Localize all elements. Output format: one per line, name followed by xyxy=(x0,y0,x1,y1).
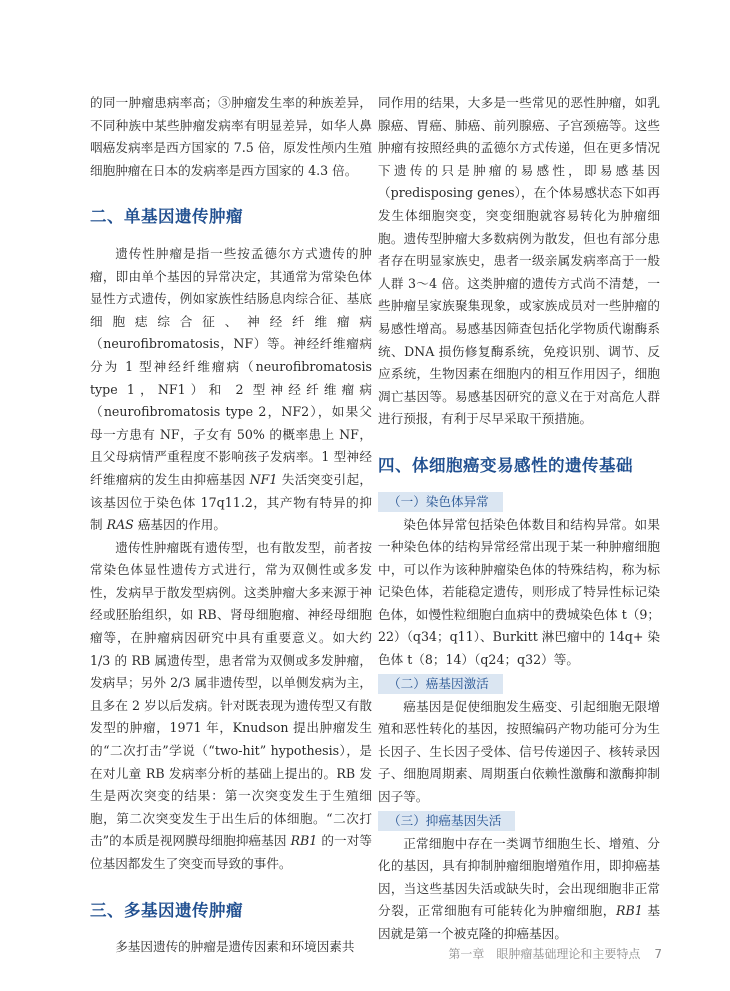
subsection-heading: （三）抑癌基因失活 xyxy=(378,811,515,831)
subsection-heading: （二）癌基因激活 xyxy=(378,674,503,694)
paragraph: 的同一肿瘤患病率高；③肿瘤发生率的种族差异，不同种族中某些肿瘤发病率有明显差异，如华人鼻咽癌发病率是西方国家的 7.5 倍，原发性颅内生殖细胞肿瘤在日本的发病率是西方国家的 4.3 倍。 xyxy=(90,95,372,178)
section-heading: 二、单基因遗传肿瘤 xyxy=(90,207,243,227)
paragraph: 染色体异常包括染色体数目和结构异常。如果一种染色体的结构异常经常出现于某一种肿瘤细胞中，可以作为该种肿瘤染色体的特殊结构，称为标记染色体，若能稳定遗传，则形成了特异性标记染色体，如慢性粒细胞白血病中的费城染色体 t（9；22）（q34；q11）、Burkitt 淋巴瘤中的 14q+ 染色体 t（8；14）（q24；q32）等。 xyxy=(378,516,660,668)
left-column xyxy=(90,92,372,959)
page-number: 7 xyxy=(654,947,662,961)
page-footer xyxy=(448,945,662,962)
paragraph: 正常细胞中存在一类调节细胞生长、增殖、分化的基因，具有抑制肿瘤细胞增殖作用，即抑癌基因，当这些基因失活或缺失时，会出现细胞非正常分裂，正常细胞有可能转化为肿瘤细胞，RB1 基因就是第一个被克隆的抑癌基因。 xyxy=(378,835,660,941)
right-column xyxy=(378,92,660,946)
paragraph: 同作用的结果，大多是一些常见的恶性肿瘤，如乳腺癌、胃癌、肺癌、前列腺癌、子宫颈癌等。这些肿瘤有按照经典的孟德尔方式传递，但在更多情况下遗传的只是肿瘤的易感性，即易感基因（predisposing genes），在个体易感状态下如再发生体细胞突变，突变细胞就容易转化为肿瘤细胞。遗传型肿瘤大多数病例为散发，但也有部分患者存在明显家族史，患者一级亲属发病率高于一般人群 3～4 倍。这类肿瘤的遗传方式尚不清楚，一些肿瘤呈家族聚集现象，或家族成员对一些肿瘤的易感性增高。易感基因筛查包括化学物质代谢酶系统、DNA 损伤修复酶系统，免疫识别、调节、反应系统，生物因素在细胞内的相互作用因子，细胞凋亡基因等。易感基因研究的意义在于对高危人群进行预报，有利于尽早采取干预措施。 xyxy=(378,95,660,427)
paragraph: 多基因遗传的肿瘤是遗传因素和环境因素共 xyxy=(115,939,355,955)
paragraph: 遗传性肿瘤是指一些按孟德尔方式遗传的肿瘤，即由单个基因的异常决定，其通常为常染色体显性方式遗传，例如家族性结肠息肉综合征、基底细胞痣综合征、神经纤维瘤病（neurofibromatosis，NF）等。神经纤维瘤病分为 1 型神经纤维瘤病（neurofibromatosis type 1，NF1）和 2 型神经纤维瘤病（neurofibromatosis type 2，NF2），如果父母一方患有 NF，子女有 50% 的概率患上 NF，且父母病情严重程度不影响孩子发病率。1 型神经纤维瘤病的发生由抑癌基因 NF1 失活突变引起，该基因位于染色体 17q11.2，其产物有特异的抑制 RAS 癌基因的作用。 xyxy=(90,245,372,533)
subsection-heading: （一）染色体异常 xyxy=(378,492,503,512)
section-heading: 四、体细胞癌变易感性的遗传基础 xyxy=(378,455,633,475)
paragraph: 遗传性肿瘤既有遗传型，也有散发型，前者按常染色体显性遗传方式进行，常为双侧性或多发性，发病早于散发型病例。这类肿瘤大多来源于神经或胚胎组织，如 RB、肾母细胞瘤、神经母细胞瘤等，在肿瘤病因研究中具有重要意义。如大约 1/3 的 RB 属遗传型，患者常为双侧或多发肿瘤，发病早；另外 2/3 属非遗传型，以单侧发病为主，且多在 2 岁以后发病。针对既表现为遗传型又有散发型的肿瘤，1971 年，Knudson 提出肿瘤发生的“二次打击”学说（“two-hit” hypothesis），是在对儿童 RB 发病率分析的基础上提出的。RB 发生是两次突变的结果：第一次突变发生于生殖细胞，第二次突变发生于出生后的体细胞。“二次打击”的本质是视网膜母细胞抑癌基因 RB1 的一对等位基因都发生了突变而导致的事件。 xyxy=(90,539,372,871)
chapter-title: 第一章 眼肿瘤基础理论和主要特点 xyxy=(448,947,641,961)
paragraph: 癌基因是促使细胞发生癌变、引起细胞无限增殖和恶性转化的基因，按照编码产物功能可分为生长因子、生长因子受体、信号传递因子、核转录因子、细胞周期素、周期蛋白依赖性激酶和激酶抑制因子等。 xyxy=(378,698,660,805)
section-heading: 三、多基因遗传肿瘤 xyxy=(90,900,243,920)
